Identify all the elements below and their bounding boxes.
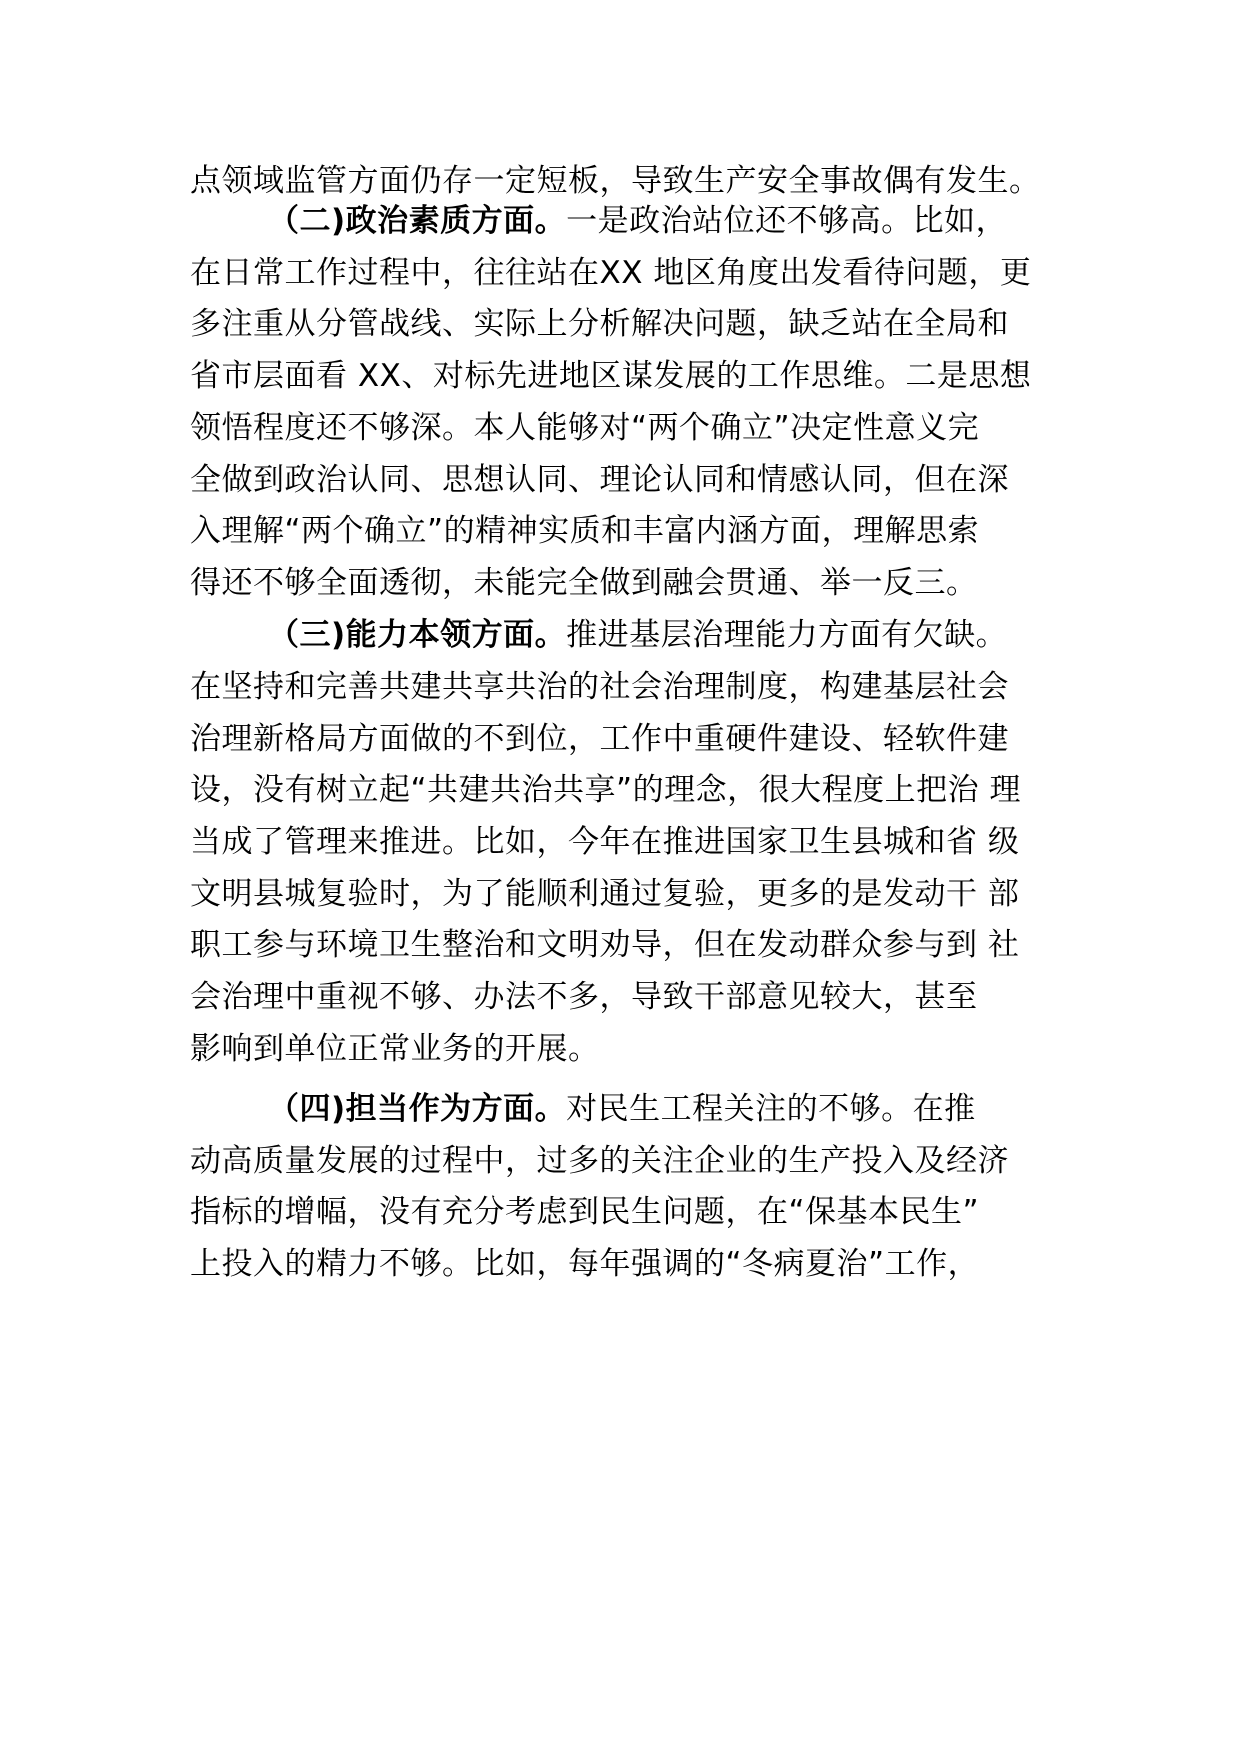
text-line [190,404,979,452]
section-heading: （二)政治素质方面。 [268,203,567,239]
text-line [190,766,1021,814]
line-text: 多注重从分管战线、实际上分析解决问题，缺乏站在全局和 [190,306,1009,342]
text-line [190,870,1019,918]
line-text: 当成了管理来推进。比如，今年在推进国家卫生县城和省 级 [190,824,1020,860]
line-text: 会治理中重视不够、办法不多，导致干部意见较大，甚至 [190,979,978,1015]
text-line [190,973,978,1021]
line-text: 入理解“两个确立”的精神实质和丰富内涵方面，理解思索 [190,513,980,549]
text-line [190,1137,1009,1185]
line-text: 点领域监管方面仍存一定短板，导致生产安全事故偶有发生。 [190,163,1041,199]
text-line [190,818,1019,866]
text-line [190,352,1031,400]
line-text: 动高质量发展的过程中，过多的关注企业的生产投入及经济 [190,1143,1009,1179]
line-text: 上投入的精力不够。比如，每年强调的“冬病夏治”工作， [190,1246,980,1282]
text-line [190,1025,600,1073]
text-line [190,715,1009,763]
text-line [190,663,1009,711]
text-line [190,559,978,607]
line-text: 在坚持和完善共建共享共治的社会治理制度，构建基层社会 [190,669,1009,705]
line-text: 在日常工作过程中，往往站在XX 地区角度出发看待问题，更 [190,255,1032,291]
section-heading: （三)能力本领方面。 [268,617,567,653]
line-text: 职工参与环境卫生整治和文明劝导，但在发动群众参与到 社 [190,927,1020,963]
text-line [190,921,1019,969]
section-3-heading-line [268,611,1007,659]
line-text: 省市层面看 XX、对标先进地区谋发展的工作思维。二是思想 [190,358,1032,394]
line-text: 指标的增幅，没有充分考虑到民生问题，在“保基本民生” [190,1194,980,1230]
text-line [190,456,1009,504]
line-text: 文明县城复验时，为了能顺利通过复验，更多的是发动干 部 [190,876,1020,912]
line-text: 推进基层治理能力方面有欠缺。 [566,617,1008,653]
text-line [190,507,979,555]
text-line [190,1240,979,1288]
line-text: 一是政治站位还不够高。比如， [566,203,1008,239]
line-text: 领悟程度还不够深。本人能够对“两个确立”决定性意义完 [190,410,980,446]
line-text: 影响到单位正常业务的开展。 [190,1031,600,1067]
section-2-heading-line [268,197,1007,245]
line-text: 设，没有树立起“共建共治共享”的理念，很大程度上把治 理 [190,772,1021,808]
line-text: 治理新格局方面做的不到位，工作中重硬件建设、轻软件建 [190,721,1009,757]
section-4-heading-line [268,1085,976,1133]
line-text: 全做到政治认同、思想认同、理论认同和情感认同，但在深 [190,462,1009,498]
text-line [190,249,1031,297]
line-text: 对民生工程关注的不够。在推 [566,1091,976,1127]
line-text: 得还不够全面透彻，未能完全做到融会贯通、举一反三。 [190,565,978,601]
text-line [190,300,1009,348]
section-heading: （四)担当作为方面。 [268,1091,567,1127]
text-line [190,1188,979,1236]
